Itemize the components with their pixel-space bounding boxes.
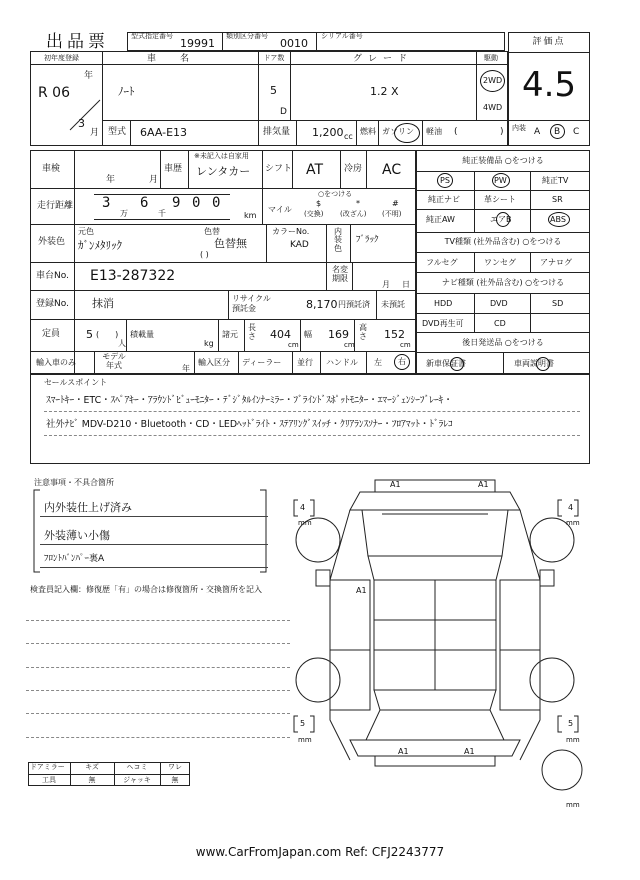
car-name-label: 車名 (146, 54, 213, 64)
note-item-3: ﾌﾛﾝﾄﾊﾞﾝﾊﾟｰ裏A (44, 554, 105, 564)
interior-label: 内装 (512, 124, 526, 132)
damage-mark-left-door: A1 (356, 586, 367, 595)
year-divider-slash (70, 100, 100, 130)
equip-pw: PW (494, 176, 507, 185)
later-items-label: 後日発送品 ○をつける (462, 338, 544, 347)
damage-mark-rear-left: A1 (398, 747, 409, 756)
length: 404 (270, 328, 291, 341)
sheet-title: 出品票 (46, 32, 109, 52)
nav-dvd-play: DVD再生可 (422, 319, 464, 328)
equip-navi: 純正ナビ (428, 195, 460, 204)
recycle-label: リサイクル預託金 (232, 294, 271, 313)
nav-hdd: HDD (434, 299, 453, 308)
first-reg-label: 初年度登録 (44, 54, 79, 62)
tamper-label: (改ざん) (340, 210, 367, 218)
later-manual: 車両説明書 (514, 359, 554, 368)
recycle-unpaid: 未預託 (381, 300, 405, 309)
displacement-label: 排気量 (263, 127, 291, 137)
car-name: ﾉｰﾄ (118, 85, 135, 98)
interior-grade-b: B (554, 127, 561, 137)
tire-depth-front-right: 4 (568, 503, 574, 512)
grade-name-label: グレード (352, 54, 413, 64)
drive-4wd: 4WD (483, 103, 503, 112)
grade-label: 評価点 (532, 37, 566, 47)
interior-grade-a: A (534, 127, 541, 137)
original-color: ｶﾞﾝﾒﾀﾘｯｸ (78, 239, 122, 252)
model-label: 型式 (108, 127, 127, 137)
equip-tv: 純正TV (542, 176, 569, 185)
serial-label: シリアル番号 (321, 32, 363, 40)
drive-2wd: 2WD (483, 76, 503, 85)
color-label: 外装色 (38, 237, 66, 247)
name-change-label: 名変期限 (332, 265, 348, 284)
tire-depth-front-left: 4 (300, 503, 306, 512)
fuel-gasoline: ガソリン (382, 127, 414, 136)
sales-label: セールスポイント (44, 378, 108, 387)
handle-label: ハンドル (326, 358, 358, 367)
legend-door-mirror: ドアミラー (30, 763, 65, 771)
reg-value: 抹消 (92, 297, 114, 310)
footer-reference: www.CarFromJapan.com Ref: CFJ2243777 (195, 845, 445, 859)
legend-jack: ジャッキ (123, 776, 151, 784)
equip-leather: 革シート (484, 195, 516, 204)
tire-depth-rear-right: 5 (568, 719, 574, 728)
nav-dvd: DVD (490, 299, 508, 308)
class-label: 類別区分番号 (226, 32, 268, 40)
unknown-label: (不明) (382, 210, 402, 218)
legend-tool: 工具 (42, 776, 56, 784)
grade-name: 1.2 X (370, 85, 399, 98)
mileage-digit-5: 0 (212, 195, 221, 211)
tv-fullseg: フルセグ (426, 258, 458, 267)
parallel-option: 並行 (297, 358, 313, 367)
nav-cd: CD (494, 319, 506, 328)
color-no-label: カラーNo. (272, 227, 310, 236)
height: 152 (384, 328, 405, 341)
mileage-digit-1: 3 (102, 195, 111, 211)
tv-type-label: TV種類 (社外品含む) ○をつける (444, 237, 562, 246)
exchange-label: (交換) (304, 210, 324, 218)
import-division-label: 輸入区分 (198, 358, 230, 367)
fuel-diesel: 軽油 (426, 127, 442, 136)
car-damage-diagram (290, 470, 590, 810)
mileage-digit-3: 9 (172, 195, 181, 211)
mileage-label: 走行距離 (37, 201, 74, 211)
drive-label: 駆動 (484, 54, 498, 62)
color-no: KAD (290, 240, 309, 250)
import-label: 輸入車のみ (36, 358, 76, 367)
equip-airbag: エアB (490, 215, 512, 224)
tv-oneseg: ワンセグ (484, 258, 516, 267)
equip-aw: 純正AW (426, 215, 455, 224)
door-count: 5 (270, 84, 277, 97)
displacement: 1,200 (312, 126, 344, 139)
legend-jack-status: 無 (171, 776, 179, 784)
shift-value: AT (306, 162, 324, 178)
chassis-label: 車台No. (36, 271, 69, 281)
history-label: 車歴 (164, 164, 183, 174)
shaken-label: 車検 (42, 164, 61, 174)
interior-grade-c: C (573, 127, 580, 137)
shift-label: シフト (265, 164, 293, 174)
note-item-2: 外装薄い小傷 (44, 529, 110, 542)
notes-label: 注意事項・不具合箇所 (34, 478, 114, 487)
genuine-label: 純正装備品 ○をつける (462, 156, 544, 165)
tire-depth-rear-left: 5 (300, 719, 306, 728)
ac-label: 冷房 (344, 164, 363, 174)
fuel-label: 燃料 (360, 127, 376, 136)
equip-ps: PS (440, 176, 450, 185)
model-code: 6AA-E13 (140, 126, 188, 139)
first-reg-month: 3 (78, 117, 85, 130)
mileage-digit-4: 0 (192, 195, 201, 211)
load-label: 積載量 (130, 330, 154, 339)
recycle-amount: 8,170 (306, 298, 338, 311)
width: 169 (328, 328, 349, 341)
damage-mark-rear-right: A1 (464, 747, 475, 756)
history-value: レンタカー (196, 165, 251, 178)
ac-value: AC (382, 162, 402, 178)
legend-crack: ワレ (168, 763, 182, 771)
capacity: 5 (86, 328, 93, 341)
class-number: 0010 (280, 37, 308, 50)
legend-scratch: キズ (85, 763, 99, 771)
chassis-number: E13-287322 (90, 268, 176, 284)
legend-tool-status: 無 (88, 776, 96, 784)
dealer-option: ディーラー (242, 358, 282, 367)
inspector-label: 検査員記入欄：修復歴「有」の場合は修復箇所・交換箇所を記入 (30, 585, 262, 594)
capacity-label: 定員 (42, 329, 61, 339)
mile-label: マイル (268, 205, 292, 214)
navi-type-label: ナビ種類 (社外品含む) ○をつける (441, 278, 565, 287)
type-label: 型式指定番号 (131, 32, 173, 40)
mileage-digit-2: 6 (140, 195, 149, 211)
handle-left: 左 (374, 358, 382, 367)
type-number: 19991 (180, 37, 215, 50)
first-reg-year: R 06 (38, 85, 70, 101)
tv-analog: アナログ (540, 258, 572, 267)
equip-sr: SR (552, 195, 563, 204)
color-change: 色替無 (214, 237, 247, 250)
later-warranty: 新車保証書 (426, 359, 466, 368)
damage-mark-front-right: A1 (478, 480, 489, 489)
dims-label: 諸元 (222, 330, 238, 339)
equip-abs: ABS (550, 215, 566, 224)
reg-label: 登録No. (36, 299, 69, 309)
doors-label: ドア数 (263, 54, 285, 62)
legend-dent: ヘコミ (126, 763, 148, 771)
grade-score: 4.5 (521, 65, 577, 105)
interior-color: ﾌﾞﾗｯｸ (356, 235, 379, 245)
note-item-1: 内外装仕上げ済み (44, 501, 132, 514)
sales-line-1: ｽﾏｰﾄｷｰ・ETC・ｽﾍﾟｱｷｰ・ｱﾗｳﾝﾄﾞﾋﾞｭｰﾓﾆﾀｰ・ﾃﾞｼﾞﾀﾙｲﾝﾅｰﾐﾗｰ・ﾌﾞﾗｲﾝﾄﾞｽﾎﾟｯﾄﾓﾆﾀｰ・ｴﾏｰｼﾞｪﾝｼｰﾌﾞﾚｰｷ・ (46, 395, 453, 406)
handle-right: 右 (398, 357, 406, 366)
nav-sd: SD (552, 299, 564, 308)
interior-color-label: 内装色 (334, 227, 342, 253)
damage-mark-front-left: A1 (390, 480, 401, 489)
sales-line-2: 社外ﾅﾋﾞ MDV-D210・Bluetooth・CD・LEDﾍｯﾄﾞﾗｲﾄ・ｽﾃｱﾘﾝｸﾞｽｲｯﾁ・ｸﾘｱﾗﾝｽｿﾅｰ・ﾌﾛｱﾏｯﾄ・ﾄﾞﾗﾚｺ (46, 419, 453, 430)
